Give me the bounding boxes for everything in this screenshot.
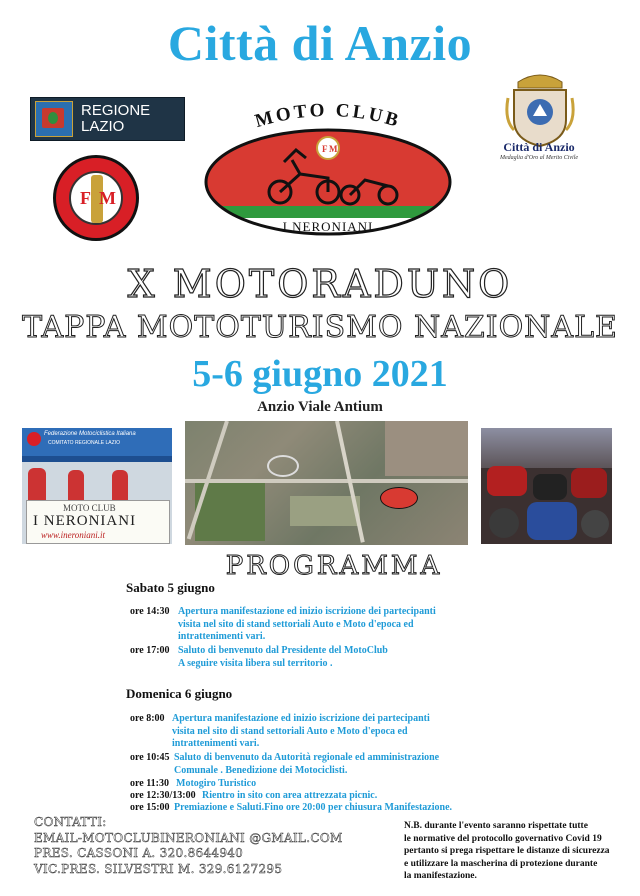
covid-note-line: e utilizzare la mascherina di protezione durante (404, 858, 598, 869)
club-sign-top: MOTO CLUB (63, 503, 116, 513)
saturday-label: Sabato 5 giugno (126, 580, 215, 595)
club-sign (26, 500, 170, 544)
program-time: ore 10:45 (130, 752, 170, 763)
svg-text:M: M (329, 144, 338, 154)
regione-shield-icon (35, 101, 73, 137)
sunday-label: Domenica 6 giugno (126, 686, 233, 701)
program-desc (202, 790, 377, 803)
program-time: ore 11:30 (130, 778, 169, 789)
club-bottom-text: I NERONIANI (282, 219, 374, 234)
program-desc-line: Premiazione e Saluti.Fino ore 20:00 per chiusura Manifestazione. (174, 802, 453, 813)
regione-logo-text (81, 103, 150, 135)
fmi-inner-disc (69, 171, 123, 225)
svg-text:F: F (322, 144, 328, 154)
program-desc-line: intrattenimenti vari. (172, 738, 260, 749)
covid-note-line: N.B. durante l'evento saranno rispettate tutte (404, 821, 588, 831)
program-desc-line: Comunale . Benedizione dei Motociclisti. (174, 764, 348, 776)
program-desc (178, 645, 388, 670)
program-time: ore 8:00 (130, 713, 165, 724)
fmi-letter-f: F (80, 188, 91, 208)
motorcycle-icon (527, 502, 577, 540)
program-desc (176, 778, 256, 791)
map-club-marker-icon (380, 487, 418, 509)
program-desc (174, 802, 452, 815)
program-title: PROGRAMMA (225, 551, 443, 581)
program-time: ore 12:30/13:00 (130, 790, 196, 801)
tent-banner-sub: COMITATO REGIONALE LAZIO (48, 440, 120, 446)
program-desc-line: Apertura manifestazione ed inizio iscrizione dei partecipanti (178, 606, 436, 617)
fmi-badge-icon (27, 432, 41, 446)
program-desc-line: visita nel sito di stand settoriali Auto e Moto d'epoca ed (172, 725, 408, 737)
program-desc (172, 713, 430, 751)
covid-note (404, 820, 630, 883)
club-sign-url: www.ineroniani.it (41, 530, 106, 540)
program-desc-line: Saluto di benvenuto dal Presidente del MotoClub (178, 645, 388, 656)
program-time: ore 15:00 (130, 802, 170, 813)
motorcycle-icon (533, 474, 567, 500)
event-subtitle: TAPPA MOTOTURISMO NAZIONALE (22, 310, 618, 345)
regione-line1: REGIONE (81, 102, 151, 119)
program-desc-line: Apertura manifestazione ed inizio iscrizione dei partecipanti (172, 713, 430, 724)
contacts-president-phone: PRES. CASSONI A. 320.8644940 (34, 846, 244, 860)
contacts-vicepresident-phone: VIC.PRES. SILVESTRI M. 329.6127295 (34, 861, 283, 876)
event-title: X MOTORADUNO (127, 262, 513, 306)
fmi-logo (53, 155, 139, 241)
covid-note-line: la manifestazione. (404, 871, 477, 881)
tent-photo (22, 428, 172, 544)
aerial-map-photo (185, 421, 468, 545)
covid-note-line: pertanto si prega rispettare le distanze di sicurezza (404, 846, 610, 856)
club-arc-text: MOTO CLUB (252, 100, 404, 133)
program-desc-line: visita nel sito di stand settoriali Auto e Moto d'epoca ed (178, 618, 414, 630)
fmi-letter-m: M (99, 188, 116, 208)
program-desc-line: Motogiro Turistico (176, 778, 257, 789)
program-desc-line: intrattenimenti vari. (178, 631, 266, 642)
contacts-email[interactable]: EMAIL-MOTOCLUBINERONIANI @GMAIL.COM (34, 830, 343, 845)
program-desc-line: Rientro in sito con area attrezzata picnic. (202, 790, 378, 801)
program-time: ore 14:30 (130, 606, 170, 617)
motorcycle-icon (571, 468, 607, 498)
program-desc (174, 752, 439, 777)
contacts-block (34, 815, 343, 877)
program-desc-line: A seguire visita libera sul territorio . (178, 657, 333, 669)
club-sign-main: I NERONIANI (33, 513, 137, 529)
contacts-heading: CONTATTI: (34, 815, 107, 829)
moto-club-logo (200, 100, 456, 240)
event-date: 5-6 giugno 2021 (192, 353, 448, 395)
club-emblem-icon (317, 137, 339, 159)
tent-banner-text: Federazione Motociclistica Italiana (44, 431, 136, 437)
regione-lazio-logo (30, 97, 185, 141)
city-title: Città di Anzio (167, 15, 473, 71)
event-location: Anzio Viale Antium (257, 399, 383, 415)
motorcycles-photo (481, 428, 612, 544)
crest-subtitle: Medaglia d'Oro al Merito Civile (499, 155, 579, 161)
program-desc-line: Saluto di benvenuto da Autorità regionale ed amministrazione (174, 752, 440, 763)
crest-city-name: Città di Anzio (503, 140, 575, 154)
covid-note-line: le normative del protocollo governativo Covid 19 (404, 833, 602, 844)
program-time: ore 17:00 (130, 645, 170, 656)
motorcycle-icon (487, 466, 527, 496)
program-desc (178, 606, 436, 644)
regione-line2: LAZIO (81, 118, 125, 135)
